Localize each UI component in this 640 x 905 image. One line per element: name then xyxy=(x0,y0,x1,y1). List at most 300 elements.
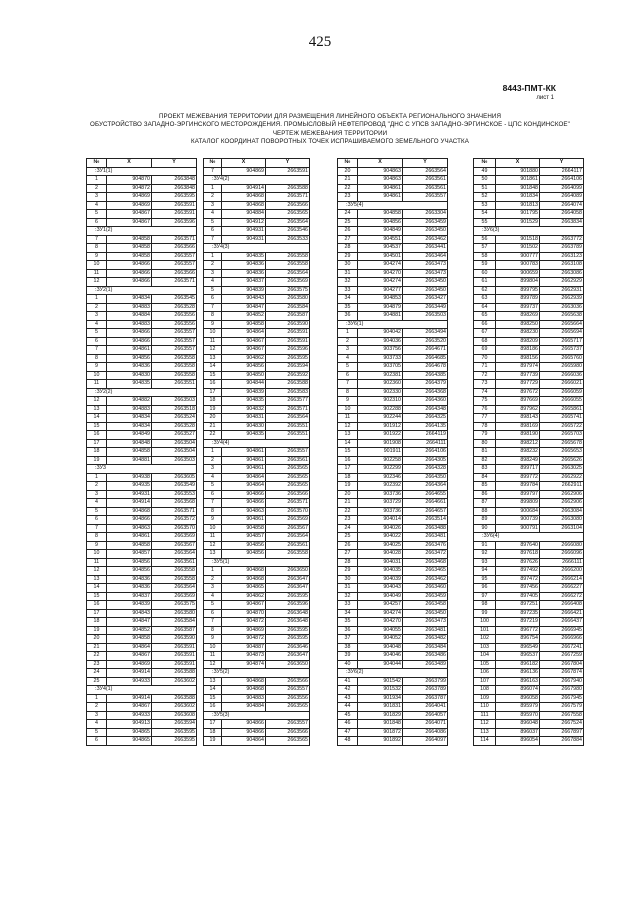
table-header-row xyxy=(204,159,310,168)
column-header: X xyxy=(222,159,266,168)
point-number: 114 xyxy=(474,737,496,746)
point-number: 10 xyxy=(87,371,107,380)
document-code: 8443-ПМТ-КК xyxy=(502,83,556,93)
table-row xyxy=(474,592,584,601)
y-coordinate: 2663504 xyxy=(152,439,197,448)
x-coordinate: 904868 xyxy=(222,575,266,584)
table-row xyxy=(338,541,448,550)
point-number: 4 xyxy=(87,499,107,508)
y-coordinate: 2663556 xyxy=(152,312,197,321)
table-row xyxy=(204,388,310,397)
x-coordinate: 904039 xyxy=(358,575,403,584)
point-number: 14 xyxy=(87,584,107,593)
parcel-label: :ЗУ5(4) xyxy=(338,201,448,210)
x-coordinate: 904867 xyxy=(222,337,266,346)
table-row xyxy=(338,227,448,236)
title-line: ОБУСТРОЙСТВО ЗАПАДНО-ЭРГИНСКОГО МЕСТОРОЖДЕНИЯ. ПРОМЫСЛОВЫЙ НЕФТЕПРОВОД "ДНС С УПСВ ЗАПАДНО-ЭРГИНСКОЕ - ЦПС КОНДИНСКОЕ" xyxy=(90,121,570,129)
y-coordinate: 2663565 xyxy=(266,465,310,474)
point-number: 18 xyxy=(87,618,107,627)
y-coordinate: 2663564 xyxy=(152,550,197,559)
point-number: 8 xyxy=(87,533,107,542)
table-row xyxy=(87,711,197,720)
y-coordinate: 2663588 xyxy=(266,380,310,389)
point-number: 12 xyxy=(87,397,107,406)
y-coordinate: 2663594 xyxy=(266,363,310,372)
x-coordinate: 902244 xyxy=(358,414,403,423)
table-row xyxy=(204,193,310,202)
y-coordinate: 2665703 xyxy=(540,431,584,440)
point-number: 1 xyxy=(87,473,107,482)
table-row xyxy=(338,618,448,627)
table-row xyxy=(87,490,197,499)
y-coordinate: 2663025 xyxy=(540,465,584,474)
y-coordinate: 2663561 xyxy=(152,558,197,567)
point-number: 101 xyxy=(474,626,496,635)
x-coordinate: 904869 xyxy=(222,626,266,635)
point-number: 6 xyxy=(204,490,222,499)
point-number: 8 xyxy=(204,312,222,321)
y-coordinate: 2662922 xyxy=(540,473,584,482)
y-coordinate: 2663650 xyxy=(266,660,310,669)
parcel-label: :ЗУ5(2) xyxy=(204,669,310,678)
parcel-heading-row xyxy=(204,176,310,185)
y-coordinate: 2665741 xyxy=(540,414,584,423)
point-number: 16 xyxy=(338,456,358,465)
table-row xyxy=(87,405,197,414)
x-coordinate: 904856 xyxy=(222,363,266,372)
x-coordinate: 904036 xyxy=(358,337,403,346)
point-number: 6 xyxy=(87,737,107,746)
point-number: 36 xyxy=(338,626,358,635)
y-coordinate: 2663575 xyxy=(266,286,310,295)
y-coordinate: 2666421 xyxy=(540,609,584,618)
x-coordinate: 896048 xyxy=(496,720,540,729)
y-coordinate: 2663533 xyxy=(266,235,310,244)
y-coordinate: 2663494 xyxy=(403,329,448,338)
x-coordinate: 897669 xyxy=(496,397,540,406)
point-number: 3 xyxy=(204,584,222,593)
x-coordinate: 904863 xyxy=(358,176,403,185)
y-coordinate: 2663450 xyxy=(403,286,448,295)
point-number: 48 xyxy=(338,737,358,746)
x-coordinate: 904879 xyxy=(358,303,403,312)
point-number: 24 xyxy=(338,210,358,219)
point-number: 1 xyxy=(204,567,222,576)
table-row xyxy=(204,652,310,661)
table-row xyxy=(474,201,584,210)
x-coordinate: 904847 xyxy=(107,618,152,627)
table-row xyxy=(338,388,448,397)
x-coordinate: 904043 xyxy=(358,584,403,593)
x-coordinate: 896754 xyxy=(496,635,540,644)
x-coordinate: 904872 xyxy=(107,184,152,193)
y-coordinate: 2663556 xyxy=(266,694,310,703)
table-row xyxy=(204,354,310,363)
y-coordinate: 2664368 xyxy=(403,388,448,397)
parcel-label: :ЗУ2(2) xyxy=(87,388,197,397)
x-coordinate: 904864 xyxy=(107,643,152,652)
point-number: 17 xyxy=(87,609,107,618)
y-coordinate: 2663787 xyxy=(403,694,448,703)
y-coordinate: 2663789 xyxy=(540,244,584,253)
y-coordinate: 2663520 xyxy=(403,337,448,346)
table-row xyxy=(204,567,310,576)
y-coordinate: 2664385 xyxy=(403,371,448,380)
point-number: 2 xyxy=(87,703,107,712)
point-number: 4 xyxy=(204,473,222,482)
point-number: 11 xyxy=(338,414,358,423)
table-row xyxy=(204,490,310,499)
y-coordinate: 2663465 xyxy=(403,567,448,576)
y-coordinate: 2663647 xyxy=(266,584,310,593)
point-number: 8 xyxy=(338,388,358,397)
x-coordinate: 904858 xyxy=(222,524,266,533)
table-row xyxy=(87,575,197,584)
column-header: X xyxy=(358,159,403,168)
table-row xyxy=(87,703,197,712)
point-number: 46 xyxy=(338,720,358,729)
x-coordinate: 904884 xyxy=(222,210,266,219)
x-coordinate: 904861 xyxy=(107,533,152,542)
y-coordinate: 2665626 xyxy=(540,456,584,465)
y-coordinate: 2663575 xyxy=(152,601,197,610)
point-number: 17 xyxy=(204,388,222,397)
table-row xyxy=(338,660,448,669)
y-coordinate: 2663571 xyxy=(266,499,310,508)
x-coordinate: 896537 xyxy=(496,652,540,661)
x-coordinate: 897729 xyxy=(496,380,540,389)
point-number: 14 xyxy=(204,363,222,372)
y-coordinate: 2666021 xyxy=(540,380,584,389)
y-coordinate: 2664099 xyxy=(540,184,584,193)
point-number: 21 xyxy=(338,176,358,185)
x-coordinate: 904858 xyxy=(107,635,152,644)
x-coordinate: 904883 xyxy=(107,303,152,312)
point-number: 58 xyxy=(474,252,496,261)
parcel-label: :ЗУ6(4) xyxy=(474,533,584,542)
x-coordinate: 901872 xyxy=(358,728,403,737)
table-row xyxy=(338,439,448,448)
y-coordinate: 2663561 xyxy=(266,541,310,550)
coordinate-table-3 xyxy=(337,158,448,746)
title-line: КАТАЛОГ КООРДИНАТ ПОВОРОТНЫХ ТОЧЕК ИСПРАШИВАЕМОГО ЗЕМЕЛЬНОГО УЧАСТКА xyxy=(191,138,469,146)
y-coordinate: 2664074 xyxy=(540,201,584,210)
table-row xyxy=(204,210,310,219)
table-row xyxy=(338,490,448,499)
table-row xyxy=(204,456,310,465)
x-coordinate: 901831 xyxy=(358,703,403,712)
table-row xyxy=(204,269,310,278)
point-number: 104 xyxy=(474,652,496,661)
y-coordinate: 2663473 xyxy=(403,618,448,627)
table-row xyxy=(87,626,197,635)
point-number: 4 xyxy=(204,278,222,287)
y-coordinate: 2663528 xyxy=(152,422,197,431)
point-number: 53 xyxy=(474,201,496,210)
x-coordinate: 904884 xyxy=(107,312,152,321)
y-coordinate: 2663602 xyxy=(152,703,197,712)
table-row xyxy=(338,456,448,465)
point-number: 25 xyxy=(338,533,358,542)
x-coordinate: 897405 xyxy=(496,592,540,601)
y-coordinate: 2663595 xyxy=(266,626,310,635)
point-number: 1 xyxy=(204,448,222,457)
table-row xyxy=(87,252,197,261)
table-row xyxy=(204,371,310,380)
table-row xyxy=(204,397,310,406)
point-number: 3 xyxy=(87,711,107,720)
x-coordinate: 904836 xyxy=(222,269,266,278)
point-number: 7 xyxy=(87,524,107,533)
point-number: 111 xyxy=(474,711,496,720)
x-coordinate: 896058 xyxy=(496,694,540,703)
point-number: 19 xyxy=(204,405,222,414)
y-coordinate: 2663566 xyxy=(266,201,310,210)
y-coordinate: 2663551 xyxy=(266,422,310,431)
table-row xyxy=(338,235,448,244)
x-coordinate: 901848 xyxy=(496,184,540,193)
x-coordinate: 902288 xyxy=(358,405,403,414)
y-coordinate: 2663602 xyxy=(152,677,197,686)
table-row xyxy=(87,694,197,703)
y-coordinate: 2663527 xyxy=(152,431,197,440)
point-number: 2 xyxy=(204,261,222,270)
x-coordinate: 904025 xyxy=(358,541,403,550)
x-coordinate: 901848 xyxy=(358,720,403,729)
y-coordinate: 2663481 xyxy=(403,626,448,635)
x-coordinate: 895970 xyxy=(496,711,540,720)
table-row xyxy=(204,635,310,644)
table-row xyxy=(338,533,448,542)
y-coordinate: 2663584 xyxy=(266,303,310,312)
table-row xyxy=(204,533,310,542)
y-coordinate: 2663591 xyxy=(152,210,197,219)
x-coordinate: 904857 xyxy=(107,550,152,559)
x-coordinate: 904914 xyxy=(222,184,266,193)
y-coordinate: 2663514 xyxy=(403,516,448,525)
y-coordinate: 2663571 xyxy=(266,193,310,202)
point-number: 32 xyxy=(338,592,358,601)
table-row xyxy=(474,558,584,567)
table-row xyxy=(204,609,310,618)
y-coordinate: 2664328 xyxy=(403,465,448,474)
x-coordinate: 904881 xyxy=(107,456,152,465)
x-coordinate: 901532 xyxy=(358,686,403,695)
point-number: 86 xyxy=(474,490,496,499)
x-coordinate: 898249 xyxy=(496,456,540,465)
y-coordinate: 2663650 xyxy=(266,567,310,576)
point-number: 5 xyxy=(87,507,107,516)
table-row xyxy=(204,482,310,491)
point-number: 96 xyxy=(474,584,496,593)
table-row xyxy=(204,252,310,261)
point-number: 11 xyxy=(204,533,222,542)
table-row xyxy=(474,465,584,474)
table-row xyxy=(204,422,310,431)
point-number: 15 xyxy=(87,592,107,601)
y-coordinate: 2663528 xyxy=(152,303,197,312)
table-row xyxy=(338,686,448,695)
x-coordinate: 904882 xyxy=(107,397,152,406)
y-coordinate: 2664058 xyxy=(540,210,584,219)
x-coordinate: 904026 xyxy=(358,524,403,533)
point-number: 14 xyxy=(204,686,222,695)
y-coordinate: 2663772 xyxy=(540,235,584,244)
x-coordinate: 904830 xyxy=(222,422,266,431)
x-coordinate: 897974 xyxy=(496,363,540,372)
table-row xyxy=(474,193,584,202)
point-number: 22 xyxy=(338,507,358,516)
y-coordinate: 2663580 xyxy=(266,295,310,304)
point-number: 21 xyxy=(338,499,358,508)
x-coordinate: 904834 xyxy=(107,295,152,304)
table-row xyxy=(87,176,197,185)
x-coordinate: 904830 xyxy=(107,371,152,380)
y-coordinate: 2663473 xyxy=(403,269,448,278)
x-coordinate: 900684 xyxy=(496,507,540,516)
y-coordinate: 2663571 xyxy=(152,507,197,516)
x-coordinate: 904861 xyxy=(358,193,403,202)
x-coordinate: 895979 xyxy=(496,703,540,712)
page-number: 425 xyxy=(308,34,332,50)
y-coordinate: 2666200 xyxy=(540,567,584,576)
x-coordinate: 896163 xyxy=(496,677,540,686)
point-number: 108 xyxy=(474,686,496,695)
table-row xyxy=(87,371,197,380)
y-coordinate: 2663569 xyxy=(152,592,197,601)
x-coordinate: 904872 xyxy=(222,618,266,627)
table-row xyxy=(204,227,310,236)
table-row xyxy=(204,686,310,695)
table-row xyxy=(87,601,197,610)
parcel-heading-row xyxy=(338,320,448,329)
point-number: 90 xyxy=(474,524,496,533)
x-coordinate: 904835 xyxy=(222,252,266,261)
point-number: 16 xyxy=(204,380,222,389)
y-coordinate: 2664111 xyxy=(403,439,448,448)
x-coordinate: 904868 xyxy=(222,193,266,202)
x-coordinate: 904856 xyxy=(358,218,403,227)
table-row xyxy=(204,660,310,669)
point-number: 76 xyxy=(474,405,496,414)
x-coordinate: 904048 xyxy=(358,643,403,652)
table-row xyxy=(338,448,448,457)
point-number: 29 xyxy=(338,567,358,576)
parcel-heading-row xyxy=(87,686,197,695)
x-coordinate: 903733 xyxy=(358,354,403,363)
point-number: 85 xyxy=(474,482,496,491)
point-number: 33 xyxy=(338,286,358,295)
point-number: 47 xyxy=(338,728,358,737)
x-coordinate: 900777 xyxy=(496,252,540,261)
x-coordinate: 904868 xyxy=(222,686,266,695)
table-row xyxy=(87,592,197,601)
point-number: 8 xyxy=(87,244,107,253)
x-coordinate: 904933 xyxy=(107,711,152,720)
x-coordinate: 904850 xyxy=(222,371,266,380)
y-coordinate: 2665653 xyxy=(540,448,584,457)
x-coordinate: 904861 xyxy=(222,465,266,474)
point-number: 3 xyxy=(87,312,107,321)
point-number: 17 xyxy=(338,465,358,474)
x-coordinate: 897456 xyxy=(496,584,540,593)
point-number: 13 xyxy=(204,677,222,686)
table-row xyxy=(338,380,448,389)
point-number: 28 xyxy=(338,244,358,253)
x-coordinate: 898156 xyxy=(496,354,540,363)
table-row xyxy=(474,482,584,491)
y-coordinate: 2664661 xyxy=(403,499,448,508)
y-coordinate: 2663799 xyxy=(403,677,448,686)
x-coordinate: 904843 xyxy=(222,295,266,304)
table-row xyxy=(474,652,584,661)
x-coordinate: 904861 xyxy=(222,448,266,457)
table-row xyxy=(204,694,310,703)
table-row xyxy=(474,295,584,304)
point-number: 21 xyxy=(87,643,107,652)
x-coordinate: 904836 xyxy=(107,363,152,372)
table-row xyxy=(338,346,448,355)
point-number: 27 xyxy=(338,550,358,559)
point-number: 1 xyxy=(204,252,222,261)
table-row xyxy=(474,184,584,193)
x-coordinate: 903705 xyxy=(358,363,403,372)
x-coordinate: 904839 xyxy=(222,286,266,295)
column-header: № xyxy=(474,159,496,168)
y-coordinate: 2663557 xyxy=(152,329,197,338)
point-number: 59 xyxy=(474,261,496,270)
y-coordinate: 2663557 xyxy=(403,193,448,202)
y-coordinate: 2663488 xyxy=(403,524,448,533)
table-row xyxy=(338,371,448,380)
x-coordinate: 897472 xyxy=(496,575,540,584)
y-coordinate: 2663464 xyxy=(403,252,448,261)
table-row xyxy=(87,677,197,686)
table-row xyxy=(204,235,310,244)
x-coordinate: 904864 xyxy=(222,473,266,482)
point-number: 31 xyxy=(338,269,358,278)
x-coordinate: 901542 xyxy=(358,677,403,686)
table-row xyxy=(338,592,448,601)
parcel-heading-row xyxy=(474,533,584,542)
point-number: 1 xyxy=(87,295,107,304)
x-coordinate: 904853 xyxy=(358,295,403,304)
x-coordinate: 904866 xyxy=(107,278,152,287)
y-coordinate: 2662931 xyxy=(540,286,584,295)
y-coordinate: 2663084 xyxy=(540,507,584,516)
table-row xyxy=(474,235,584,244)
point-number: 12 xyxy=(204,660,222,669)
point-number: 4 xyxy=(87,720,107,729)
point-number: 5 xyxy=(87,210,107,219)
y-coordinate: 2666096 xyxy=(540,550,584,559)
y-coordinate: 2663489 xyxy=(403,660,448,669)
table-row xyxy=(87,329,197,338)
y-coordinate: 2663566 xyxy=(266,677,310,686)
y-coordinate: 2666080 xyxy=(540,541,584,550)
point-number: 78 xyxy=(474,422,496,431)
y-coordinate: 2663564 xyxy=(266,218,310,227)
parcel-heading-row xyxy=(204,244,310,253)
point-number: 60 xyxy=(474,269,496,278)
y-coordinate: 2663481 xyxy=(403,533,448,542)
y-coordinate: 2663518 xyxy=(152,405,197,414)
point-number: 69 xyxy=(474,346,496,355)
x-coordinate: 898212 xyxy=(496,439,540,448)
table-row xyxy=(338,473,448,482)
point-number: 20 xyxy=(87,635,107,644)
x-coordinate: 898250 xyxy=(496,320,540,329)
